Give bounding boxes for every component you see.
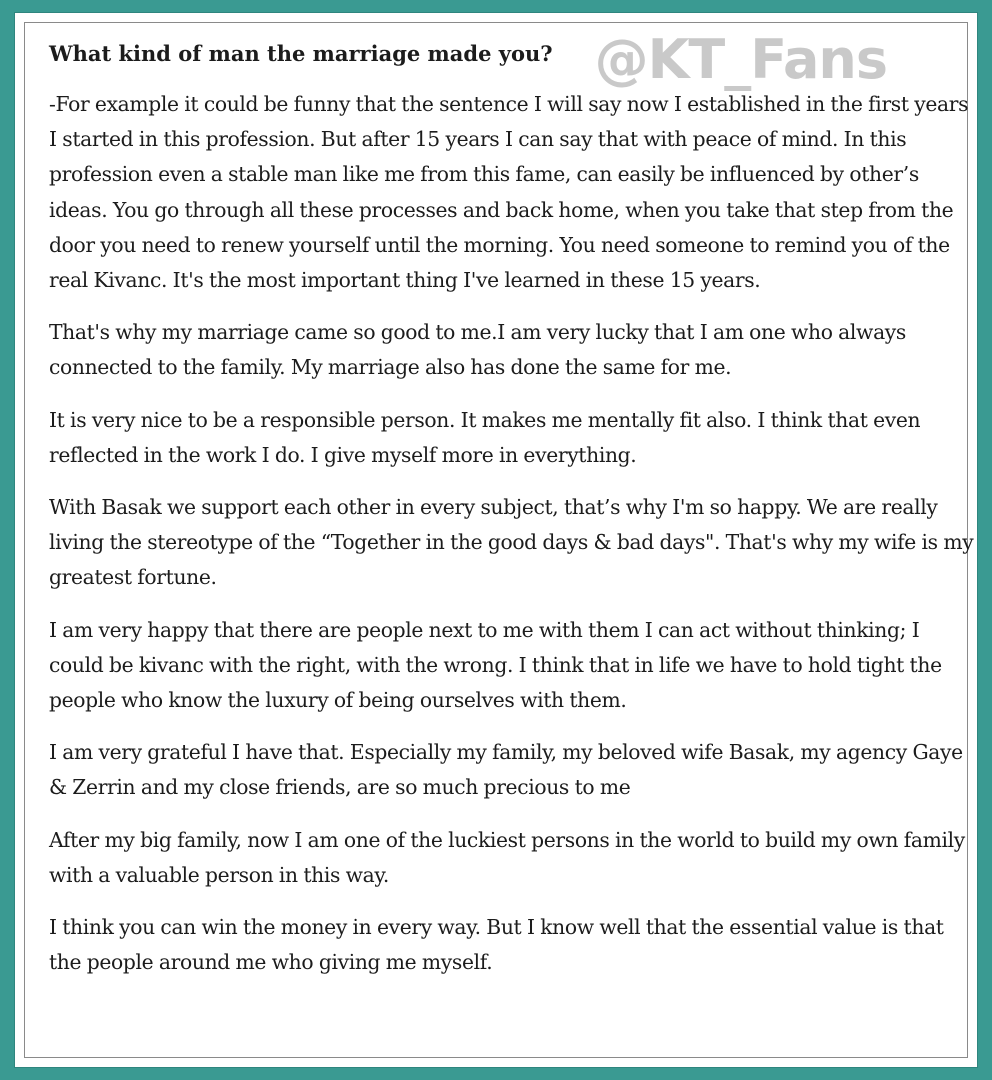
- paragraph-2: That's why my marriage came so good to me.I am very lucky that I am one who always connected to the family. My marriage also has done the same for me.: [49, 320, 906, 380]
- document-content: [49, 38, 979, 997]
- page-title: What kind of man the marriage made you?: [49, 41, 553, 66]
- document-frame: [15, 13, 977, 1067]
- paragraph-5: I am very happy that there are people next to me with them I can act without thinking; I could be kivanc with the right, with the wrong. I think that in life we have to hold tight the people who know the luxury of being ourselves with them.: [49, 617, 942, 713]
- watermark: @KT_Fans: [594, 28, 887, 91]
- document-border: [24, 22, 974, 1058]
- paragraph-6: I am very grateful I have that. Especially my family, my beloved wife Basak, my agency Gaye & Zerrin and my close friends, are so much precious to me: [49, 740, 963, 800]
- paragraph-1: -For example it could be funny that the sentence I will say now I established in the first years I started in this profession. But after 15 years I can say that with peace of mind. In this profession even a stable man like me from this fame, can easily be influenced by other’s ideas. You go through all these processes and back home, when you take that step from the door you need to renew yourself until the morning. You need someone to remind you of the real Kivanc. It's the most important thing I've learned in these 15 years.: [49, 92, 969, 293]
- paragraph-3: It is very nice to be a responsible person. It makes me mentally fit also. I think that even reflected in the work I do. I give myself more in everything.: [49, 407, 921, 467]
- paragraph-7: After my big family, now I am one of the luckiest persons in the world to build my own family with a valuable person in this way.: [49, 827, 965, 887]
- paragraph-8: I think you can win the money in every way. But I know well that the essential value is that the people around me who giving me myself.: [49, 915, 944, 975]
- paragraph-4: With Basak we support each other in every subject, that’s why I'm so happy. We are really living the stereotype of the “Together in the good days & bad days". That's why my wife is my greatest fortune.: [49, 495, 974, 590]
